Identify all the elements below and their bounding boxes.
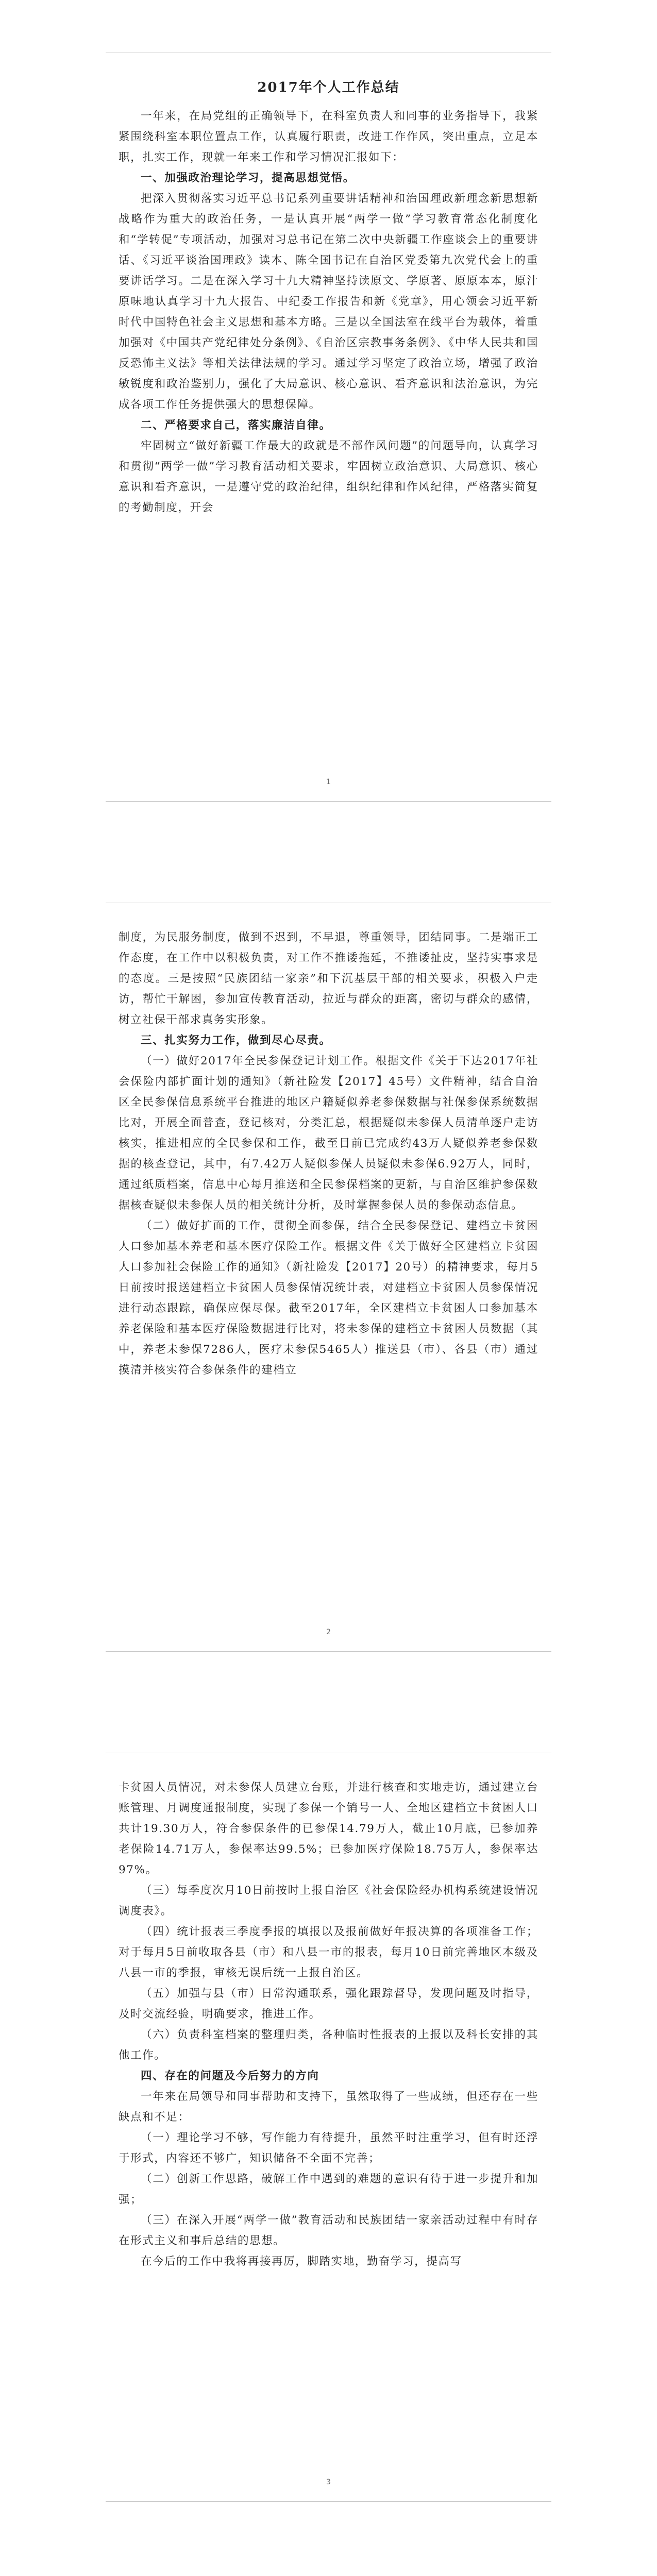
page-number: 1 xyxy=(326,778,331,786)
paragraph: 牢固树立“做好新疆工作最大的政就是不部作风问题”的问题导向，认真学习和贯彻“两学一做”学习教育活动相关要求，牢固树立政治意识、大局意识、核心意识和看齐意识，一是遵守党的政治纪律，组织纪律和作风纪律，严格落实简复的考勤制度，开会 xyxy=(119,439,538,514)
page-bottom-divider xyxy=(106,801,551,802)
paragraph: （二）创新工作思路，破解工作中遇到的难题的意识有待于进一步提升和加强； xyxy=(119,2173,538,2206)
paragraph: （二）做好扩面的工作，贯彻全面参保，结合全民参保登记、建档立卡贫困人口参加基本养老和基本医疗保险工作。根据文件《关于做好全区建档立卡贫困人口参加社会保险工作的通知》（新社险发【2017】20号）的精神要求，每月5日前按时报送建档立卡贫困人员参保情况统计表，对建档立卡贫困人员参保情况进行动态跟踪，确保应保尽保。截至2017年，全区建档立卡贫困人口参加基本养老保险和基本医疗保险数据进行比对，将未参保的建档立卡贫困人员数据（其中，养老未参保7286人，医疗未参保5465人）推送县（市）、各县（市）通过摸清并核实符合参保条件的建档立 xyxy=(119,1219,538,1377)
paragraph: 在今后的工作中我将再接再厉，脚踏实地，勤奋学习，提高写 xyxy=(141,2255,462,2268)
page-bottom-divider xyxy=(106,1651,551,1652)
section-heading: 二、严格要求自己，落实廉洁自律。 xyxy=(141,419,331,432)
document-page-3 xyxy=(0,1700,657,2550)
section-heading: 三、扎实努力工作，做到尽心尽责。 xyxy=(141,1034,331,1047)
page-number: 3 xyxy=(326,2478,331,2486)
paragraph: （三）在深入开展“两学一做”教育活动和民族团结一家亲活动过程中有时存在形式主义和事后总结的思想。 xyxy=(119,2214,538,2247)
paragraph: 一年来在局领导和同事帮助和支持下，虽然取得了一些成绩，但还存在一些缺点和不足： xyxy=(119,2090,538,2124)
paragraph: （一）做好2017年全民参保登记计划工作。根据文件《关于下达2017年社会保险内部扩面计划的通知》（新社险发【2017】45号）文件精神，结合自治区全民参保信息系统平台推进的地区户籍疑似养老参保数据与社保参保系统数据比对，开展全面普查，登记核对，分类汇总，根据疑似未参保人员清单逐户走访核实，推进相应的全民参保和工作，截至目前已完成约43万人疑似养老参保数据的核查登记，其中，有7.42万人疑似参保人员疑似未参保6.92万人，同时，通过纸质档案，信息中心每月推送和全民参保档案的更新，与自治区维护参保数据核查疑似未参保人员的相关统计分析，及时掌握参保人员的参保动态信息。 xyxy=(119,1055,538,1212)
page-content xyxy=(119,1777,538,2272)
paragraph: （一）理论学习不够，写作能力有待提升，虽然平时注重学习，但有时还浮于形式，内容还不够广，知识储备不全面不完善； xyxy=(119,2131,538,2165)
document-page-2 xyxy=(0,850,657,1700)
page-content xyxy=(119,77,538,518)
paragraph: 制度，为民服务制度，做到不迟到，不早退，尊重领导，团结同事。二是端正工作态度，在工作中以积极负责，对工作不推诿拖延，不推诿扯皮，坚持实事求是的态度。三是按照“民族团结一家亲”和下沉基层干部的相关要求，积极入户走访，帮忙干解困，参加宣传教育活动，拉近与群众的距离，密切与群众的感情，树立社保干部求真务实形象。 xyxy=(119,931,538,1026)
paragraph: （五）加强与县（市）日常沟通联系，强化跟踪督导，发现问题及时指导，及时交流经验，明确要求，推进工作。 xyxy=(119,1987,538,2021)
document-page-1 xyxy=(0,0,657,850)
paragraph: 卡贫困人员情况，对未参保人员建立台账，并进行核查和实地走访，通过建立台账管理、月调度通报制度，实现了参保一个销号一人、全地区建档立卡贫困人口共计19.30万人，符合参保条件的已参保14.79万人，截止10月底，已参加养老保险14.71万人，参保率达99.5%；已参加医疗保险18.75万人，参保率达97%。 xyxy=(119,1781,538,1876)
paragraph: （三）每季度次月10日前按时上报自治区《社会保险经办机构系统建设情况调度表》。 xyxy=(119,1884,538,1918)
page-content xyxy=(119,927,538,1381)
paragraph: （六）负责科室档案的整理归类，各种临时性报表的上报以及科长安排的其他工作。 xyxy=(119,2028,538,2062)
paragraph: 一年来，在局党组的正确领导下，在科室负责人和同事的业务指导下，我紧紧围绕科室本职位置点工作，认真履行职责，改进工作作风，突出重点，立足本职，扎实工作，现就一年来工作和学习情况汇报如下： xyxy=(119,110,538,164)
page-number: 2 xyxy=(326,1628,331,1636)
section-heading: 一、加强政治理论学习，提高思想觉悟。 xyxy=(141,172,355,184)
document-page-4 xyxy=(0,2550,657,2576)
page-bottom-divider xyxy=(106,2501,551,2502)
paragraph: （四）统计报表三季度季报的填报以及报前做好年报决算的各项准备工作；对于每月5日前收取各县（市）和八县一市的报表，每月10日前完善地区本级及八县一市的季报，审核无误后统一上报自治区。 xyxy=(119,1925,538,1979)
paragraph: 把深入贯彻落实习近平总书记系列重要讲话精神和治国理政新理念新思想新战略作为重大的政治任务，一是认真开展“两学一做”学习教育常态化制度化和“学转促”专项活动，加强对习总书记在第二次中央新疆工作座谈会上的重要讲话、《习近平谈治国理政》读本、陈全国书记在自治区党委第九次党代会上的重要讲话学习。二是在深入学习十九大精神坚持读原文、学原著、原原本本，原汁原味地认真学习十九大报告、中纪委工作报告和新《党章》，用心领会习近平新时代中国特色社会主义思想和基本方略。三是以全国法室在线平台为载体，着重加强对《中国共产党纪律处分条例》、《自治区宗教事务条例》、《中华人民共和国反恐怖主义法》等相关法律法规的学习。通过学习坚定了政治立场，增强了政治敏锐度和政治鉴别力，强化了大局意识、核心意识、看齐意识和法治意识，为完成各项工作任务提供强大的思想保障。 xyxy=(119,192,538,411)
document-title: 2017年个人工作总结 xyxy=(257,80,400,95)
section-heading: 四、存在的问题及今后努力的方向 xyxy=(141,2070,319,2082)
